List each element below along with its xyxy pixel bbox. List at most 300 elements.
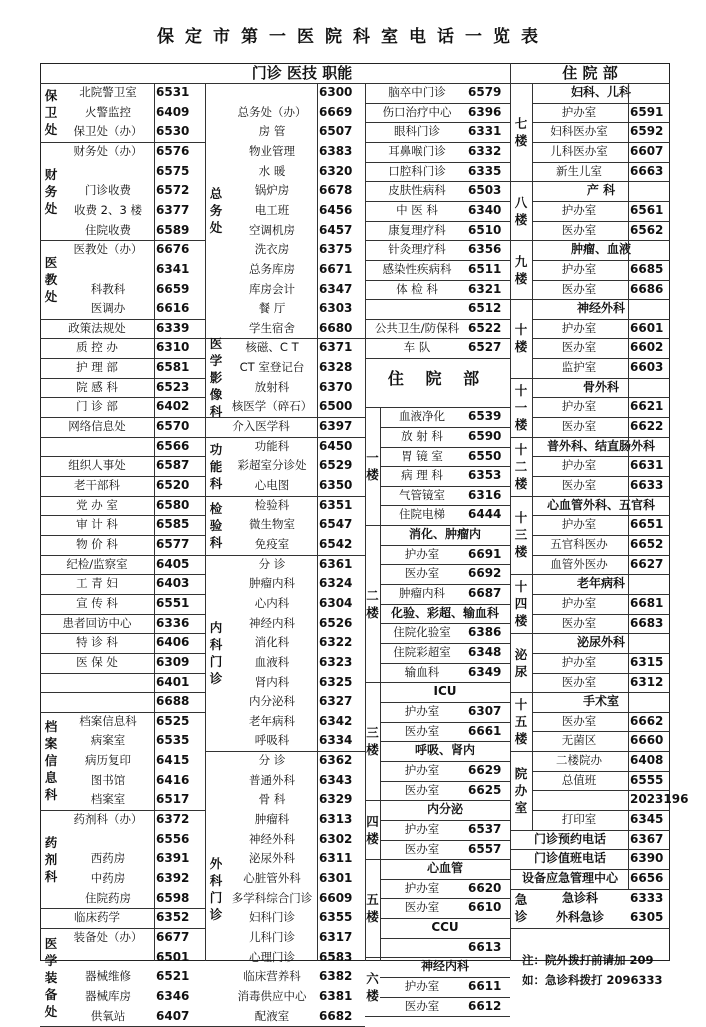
phone-number: 6661: [468, 723, 502, 738]
dept-name: 护 理 部: [76, 360, 118, 375]
phone-number: 6526: [319, 615, 353, 630]
column-divider: [317, 83, 318, 961]
phone-number: 6566: [156, 438, 190, 453]
section-title: 神经内科: [420, 959, 469, 974]
dept-name: 血液科: [254, 654, 290, 669]
header-right: 住 院 部: [562, 64, 618, 82]
phone-number: 6310: [156, 340, 190, 355]
phone-number: 6581: [156, 360, 190, 375]
phone-number: 6444: [468, 507, 502, 522]
dept-name: 康复理疗科: [388, 222, 446, 237]
phone-number: 6500: [319, 399, 353, 414]
dept-name: 护办室: [561, 654, 597, 669]
dept-name: 放 射 科: [401, 428, 443, 443]
dept-name: [62, 830, 154, 849]
dept-name: 神经外科: [249, 831, 295, 846]
phone-number: 6616: [156, 301, 190, 316]
dept-name: 医办室: [404, 723, 440, 738]
phone-number: 6527: [468, 340, 502, 355]
dept-name: 外科急诊: [555, 910, 604, 925]
dept-name: 神经内科: [249, 615, 295, 630]
dept-name: 护办室: [404, 880, 440, 895]
phone-number: 6349: [468, 664, 502, 679]
dept-name: 病案室: [90, 733, 126, 748]
phone-number: 6334: [319, 733, 353, 748]
section-title: ICU: [433, 684, 457, 699]
dept-name: 患者回访中心: [62, 615, 132, 630]
phone-number: 6680: [319, 320, 353, 335]
dept-name: 北院警卫室: [79, 85, 137, 99]
phone-number: 6598: [156, 890, 190, 905]
group-label: 总 务 处: [209, 186, 223, 236]
dept-name: [370, 299, 464, 318]
phone-number: 6353: [468, 468, 502, 483]
phone-number: 6551: [156, 595, 190, 610]
dept-name: 打印室: [561, 812, 597, 827]
group-label: 十 一 楼: [514, 382, 528, 432]
phone-number: 6602: [630, 340, 664, 355]
phone-number: 6686: [630, 281, 664, 296]
phone-number: 6311: [319, 851, 353, 866]
dept-name: 医办室: [561, 615, 597, 630]
phone-number: 6416: [156, 772, 190, 787]
dept-name: 泌尿外科: [249, 851, 295, 866]
group-label: 保 卫 处: [44, 87, 58, 137]
phone-number: 6346: [156, 988, 190, 1003]
dept-name: 临床营养科: [243, 969, 301, 984]
phone-number: 6342: [319, 713, 353, 728]
group-label: 检 验 科: [209, 500, 223, 550]
phone-number: 6309: [156, 654, 190, 669]
phone-number: 6522: [468, 320, 502, 335]
dept-name: 装备处（办）: [73, 929, 143, 944]
phone-number: 6663: [630, 163, 664, 178]
phone-number: 6352: [156, 910, 190, 925]
dept-name: 中 医 科: [396, 202, 438, 217]
phone-number: 6529: [319, 458, 353, 473]
phone-number: 6676: [156, 242, 190, 257]
phone-number: 6456: [319, 202, 353, 217]
dept-name: 质 控 办: [76, 340, 118, 355]
phone-number: 6688: [156, 694, 190, 709]
dept-name: 图书馆: [90, 772, 126, 787]
phone-number: 6351: [319, 497, 353, 512]
phone-number: 6377: [156, 202, 190, 217]
group-label: 六 楼: [366, 970, 379, 1003]
phone-number: 6575: [156, 163, 190, 178]
dept-name: 政策法规处: [68, 320, 126, 335]
dept-name: 无菌区: [561, 733, 597, 748]
group-label: 九 楼: [514, 253, 528, 286]
phone-number: 6301: [319, 871, 353, 885]
group-label: 急 诊: [514, 892, 528, 925]
phone-number: 6501: [156, 949, 190, 964]
phone-number: 6350: [319, 478, 353, 492]
dept-name: 公共卫生/防保科: [374, 320, 460, 335]
dept-name: 二楼院办: [556, 753, 602, 768]
group-label: 医 教 处: [44, 254, 58, 304]
dept-name: 配液室: [254, 1008, 290, 1023]
column-divider: [532, 83, 533, 830]
phone-number: 6590: [468, 428, 502, 443]
dept-name: 血管外医办: [550, 556, 608, 571]
dept-name: 微生物室: [249, 517, 295, 532]
dept-name: 西药房: [90, 851, 126, 866]
dept-name: 肿瘤科: [254, 812, 290, 827]
dept-name: 肿瘤内科: [249, 576, 295, 591]
dept-name: 消化科: [254, 635, 290, 650]
dept-name: 急诊科: [561, 890, 598, 905]
dept-name: 护办室: [561, 517, 597, 532]
dept-name: 胃 镜 室: [401, 448, 443, 463]
dept-name: 医办室: [561, 419, 597, 434]
dept-name: 器械库房: [85, 988, 131, 1003]
group-label: 五 楼: [366, 892, 379, 925]
dept-name: 门诊值班电话: [533, 851, 606, 866]
dept-name: 肿瘤内科: [399, 586, 445, 601]
dept-name: 总值班: [561, 772, 597, 787]
dept-name: 护办室: [561, 261, 597, 276]
phone-number: 6629: [468, 762, 502, 777]
dept-name: 财务处（办）: [73, 143, 143, 158]
phone-number: 6406: [156, 635, 190, 650]
dept-name: 普通外科: [249, 772, 295, 787]
dept-name: 房 管: [258, 124, 286, 139]
phone-number: 6386: [468, 625, 502, 640]
dept-name: 护办室: [561, 202, 597, 217]
dept-name: 住院药房: [85, 890, 131, 905]
dept-name: 护办室: [561, 399, 597, 414]
dept-name: 放射科: [254, 379, 290, 394]
dept-name: 心内科: [254, 595, 290, 610]
phone-number: 6531: [156, 85, 190, 99]
dept-name: 检验科: [254, 497, 290, 512]
dept-name: 纪检/监察室: [66, 556, 128, 571]
dept-name: 火警监控: [85, 104, 131, 119]
dept-name: 病 理 科: [401, 468, 443, 483]
dept-name: 工 青 妇: [76, 576, 118, 591]
phone-number: 6313: [319, 812, 353, 827]
phone-number: 6383: [319, 143, 353, 158]
phone-number: 6507: [319, 124, 353, 139]
section-title: 心血管: [426, 861, 463, 876]
phone-number: 6620: [468, 880, 502, 895]
column-divider: [628, 83, 629, 889]
phone-number: 6392: [156, 871, 190, 885]
section-title: 泌尿外科: [576, 635, 625, 650]
phone-number: 6415: [156, 753, 190, 768]
phone-number: 6537: [468, 821, 502, 836]
dept-name: 住院收费: [85, 222, 131, 237]
group-label: 院 办 室: [514, 765, 528, 815]
page-title: 保定市第一医院科室电话一览表: [157, 27, 549, 47]
phone-number: 6677: [156, 929, 190, 944]
dept-name: 锅炉房: [254, 183, 290, 198]
phone-number: 6547: [319, 517, 353, 532]
dept-name: 感染性疾病科: [382, 261, 452, 276]
phone-number: 6521: [156, 969, 190, 984]
dept-name: 车 队: [403, 340, 431, 355]
phone-number: 6520: [156, 478, 190, 492]
dept-name: 监护室: [561, 360, 597, 375]
dept-name: 党 办 室: [76, 497, 118, 512]
dept-name: 核磁、C T: [245, 340, 299, 355]
phone-number: 6325: [319, 674, 353, 689]
group-label: 十 楼: [514, 322, 528, 355]
group-label: 外 科 门 诊: [209, 855, 223, 922]
dept-name: 护办室: [561, 595, 597, 610]
footnote: 如：急诊科拨打 2096333: [522, 972, 663, 987]
dept-name: 多学科综合门诊: [231, 890, 313, 905]
dept-name: 医办室: [561, 713, 597, 728]
phone-number: 6324: [319, 576, 353, 591]
dept-name: [62, 260, 154, 279]
dept-name: 总务库房: [249, 261, 295, 276]
phone-number: 6633: [630, 478, 664, 492]
phone-number: 6631: [630, 458, 664, 473]
phone-number: 6691: [468, 546, 502, 561]
dept-name: 核医学（碎石）: [231, 399, 313, 414]
dept-name: 针灸理疗科: [388, 242, 446, 257]
phone-number: 6656: [630, 871, 664, 885]
column-divider: [154, 83, 155, 961]
phone-number: 6621: [630, 399, 664, 414]
phone-number: 6405: [156, 556, 190, 571]
phone-number: 6323: [319, 654, 353, 669]
dept-name: 保卫处（办）: [73, 124, 143, 139]
dept-name: 心脏管外科: [243, 871, 301, 885]
phone-number: 2023196: [630, 792, 689, 807]
dept-name: 分 诊: [258, 556, 286, 571]
dept-name: 呼吸科: [254, 733, 290, 748]
dept-name: 儿科门诊: [249, 929, 295, 944]
phone-number: 6347: [319, 281, 353, 296]
group-label: 医 学 影 像 科: [209, 336, 223, 420]
dept-name: 临床药学: [74, 910, 120, 925]
group-label: 财 务 处: [44, 166, 58, 216]
dept-name: 功能科: [254, 438, 290, 453]
phone-number: 6555: [630, 772, 664, 787]
row-divider: [365, 358, 510, 359]
inpatient-title: 住 院 部: [387, 369, 488, 389]
phone-number: 6397: [319, 419, 353, 434]
dept-name: 科教科: [90, 281, 126, 296]
dept-name: 医办室: [404, 841, 440, 856]
dept-name: 档案室: [90, 792, 126, 807]
dept-name: 药剂科（办）: [73, 812, 143, 827]
phone-number: 6320: [319, 163, 353, 178]
group-label: 四 楼: [366, 813, 379, 846]
phone-number: 6525: [156, 713, 190, 728]
phone-number: 6562: [630, 222, 664, 237]
dept-name: [62, 948, 154, 967]
phone-number: 6625: [468, 782, 502, 797]
phone-number: 6329: [319, 792, 353, 807]
dept-name: 餐 厅: [258, 301, 286, 316]
phone-number: 6580: [156, 497, 190, 512]
dept-name: 护办室: [561, 104, 597, 119]
dept-name: 医办室: [404, 900, 440, 915]
group-label: 二 楼: [366, 587, 379, 620]
phone-number: 6371: [319, 340, 353, 355]
phone-number: 6685: [630, 261, 664, 276]
phone-number: 6382: [319, 969, 353, 984]
dept-name: 审 计 科: [76, 517, 118, 532]
phone-number: 6303: [319, 301, 353, 316]
phone-number: 6370: [319, 379, 353, 394]
dept-name: 脑卒中门诊: [388, 85, 446, 99]
phone-number: 6612: [468, 998, 502, 1013]
group-label: 档 案 信 息 科: [44, 719, 58, 803]
dept-name: 医办室: [404, 782, 440, 797]
dept-name: 收费 2、3 楼: [74, 202, 142, 217]
dept-name: 医办室: [561, 674, 597, 689]
dept-name: 档案信息科: [79, 713, 137, 728]
phone-number: 6503: [468, 183, 502, 198]
group-label: 七 楼: [514, 116, 528, 149]
phone-number: 6550: [468, 448, 502, 463]
dept-name: 门诊收费: [85, 183, 131, 198]
dept-name: 门 诊 部: [76, 399, 118, 414]
phone-number: 6607: [630, 143, 664, 158]
phone-number: 6660: [630, 733, 664, 748]
dept-name: 彩超室分诊处: [237, 458, 307, 473]
phone-number: 6339: [156, 320, 190, 335]
phone-number: 6345: [630, 812, 664, 827]
phone-number: 6542: [319, 536, 353, 551]
phone-number: 6587: [156, 458, 190, 473]
row-divider: [365, 1016, 510, 1017]
dept-name: 内分泌科: [249, 694, 295, 709]
phone-number: 6669: [319, 104, 353, 119]
dept-name: 妇科门诊: [249, 910, 295, 925]
section-title: 肿瘤、血液: [570, 242, 631, 257]
phone-number: 6591: [630, 104, 664, 119]
phone-number: 6671: [319, 261, 353, 276]
dept-name: 院 感 科: [76, 379, 118, 394]
group-label: 一 楼: [366, 450, 379, 483]
phone-number: 6304: [319, 595, 353, 610]
footnote: 注：院外拨打前请加 209: [522, 952, 654, 967]
phone-number: 6402: [156, 399, 190, 414]
phone-number: 6601: [630, 320, 664, 335]
dept-name: 供氧站: [90, 1008, 126, 1023]
phone-number: 6331: [468, 124, 502, 139]
phone-number: 6300: [319, 85, 353, 99]
phone-number: 6322: [319, 635, 353, 650]
phone-number: 6556: [156, 831, 190, 846]
phone-number: 6355: [319, 910, 353, 925]
group-label: 十 三 楼: [514, 510, 528, 560]
dept-name: 医办室: [561, 281, 597, 296]
phone-number: 6316: [468, 487, 502, 502]
dept-name: 气管镜室: [399, 487, 445, 502]
phone-number: 6659: [156, 281, 190, 296]
phone-number: 6361: [319, 556, 353, 571]
dept-name: 护办室: [404, 703, 440, 718]
dept-name: 分 诊: [258, 753, 286, 768]
dept-name: 护办室: [404, 546, 440, 561]
phone-number: 6662: [630, 713, 664, 728]
column-divider: [380, 407, 381, 961]
group-label: 十 四 楼: [514, 579, 528, 629]
dept-name: [380, 938, 464, 957]
dept-name: 耳鼻喉门诊: [388, 143, 446, 158]
phone-number: 6307: [468, 703, 502, 718]
group-label: 十 五 楼: [514, 697, 528, 747]
dept-name: 病历复印: [85, 753, 131, 768]
dept-name: [40, 437, 154, 456]
phone-number: 6613: [468, 939, 502, 954]
dept-name: 五官科医办: [550, 536, 608, 551]
phone-number: 6335: [468, 163, 502, 178]
phone-number: 6535: [156, 733, 190, 748]
phone-number: 6315: [630, 654, 664, 669]
dept-name: 伤口治疗中心: [382, 104, 452, 119]
header-left: 门诊 医技 职能: [251, 64, 353, 82]
dept-name: 医办室: [561, 340, 597, 355]
phone-number: 6687: [468, 586, 502, 601]
dept-name: 介入医学科: [232, 419, 290, 434]
dept-name: CT 室登记台: [239, 360, 305, 375]
dept-name: 老干部科: [74, 478, 120, 492]
phone-number: 6576: [156, 143, 190, 158]
dept-name: 总务处（办）: [237, 104, 307, 119]
group-label: 功 能 科: [209, 441, 223, 491]
phone-number: 6328: [319, 360, 353, 375]
dept-name: 宣 传 科: [76, 595, 118, 610]
section-title: 心血管外科、五官科: [546, 497, 655, 512]
section-title: 化验、彩超、输血科: [390, 605, 499, 620]
dept-name: 住院电梯: [399, 507, 445, 522]
group-label: 药 剂 科: [44, 834, 58, 884]
dept-name: 洗衣房: [254, 242, 290, 257]
dept-name: 医办室: [561, 478, 597, 492]
dept-name: 医办室: [561, 222, 597, 237]
phone-number: 6557: [468, 841, 502, 856]
phone-number: 6375: [319, 242, 353, 257]
phone-number: 6627: [630, 556, 664, 571]
dept-name: [532, 790, 626, 809]
dept-name: 库房会计: [249, 281, 295, 296]
phone-number: 6348: [468, 645, 502, 660]
phone-number: 6681: [630, 595, 664, 610]
phone-number: 6340: [468, 202, 502, 217]
phone-number: 6312: [630, 674, 664, 689]
dept-name: 心电图: [254, 478, 290, 492]
phone-number: 6332: [468, 143, 502, 158]
dept-name: 输血科: [404, 664, 440, 679]
phone-number: 6302: [319, 831, 353, 846]
section-title: 呼吸、肾内: [414, 743, 475, 758]
phone-number: 6577: [156, 536, 190, 551]
dept-name: 医办室: [404, 998, 440, 1013]
phone-number: 6362: [319, 753, 353, 768]
phone-number: 6530: [156, 124, 190, 139]
dept-name: [227, 83, 317, 102]
section-title: 手术室: [582, 694, 619, 709]
dept-name: 物 价 科: [76, 536, 118, 551]
phone-number: 6407: [156, 1008, 190, 1023]
dept-name: 门诊预约电话: [533, 831, 606, 846]
dept-name: 住院彩超室: [393, 645, 451, 660]
section-title: 妇科、儿科: [570, 85, 631, 99]
phone-number: 6367: [630, 831, 664, 846]
phone-number: 6317: [319, 929, 353, 944]
phone-number: 6511: [468, 261, 502, 276]
dept-name: 网络信息处: [68, 419, 126, 434]
section-title: 神经外科: [576, 301, 625, 316]
